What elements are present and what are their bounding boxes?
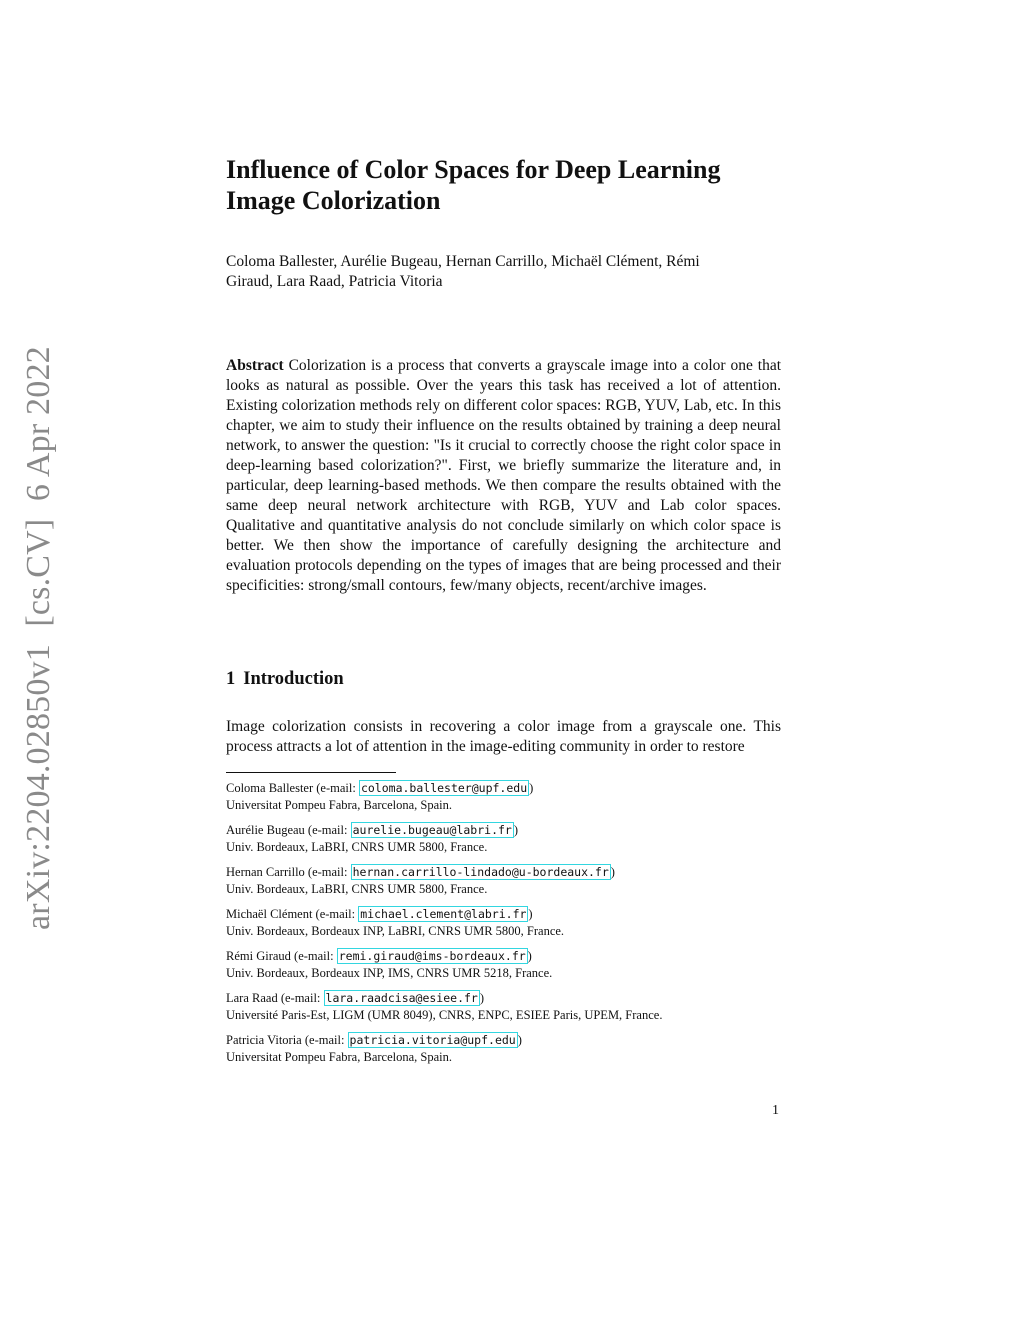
footnote-author-7 (226, 1032, 786, 1065)
footnote-author-2 (226, 822, 786, 855)
email-link[interactable]: aurelie.bugeau@labri.fr (352, 823, 512, 837)
footnote-close-paren: ) (513, 823, 519, 837)
author-footnotes (226, 780, 786, 1074)
footnote-affiliation: Université Paris-Est, LIGM (UMR 8049), CNRS, ENPC, ESIEE Paris, UPEM, France. (226, 1007, 663, 1022)
abstract-block (226, 356, 781, 596)
footnote-author-3 (226, 864, 786, 897)
footnote-close-paren: ) (527, 949, 532, 963)
footnote-affiliation: Universitat Pompeu Fabra, Barcelona, Spain. (226, 797, 452, 812)
footnote-close-paren: ) (479, 991, 485, 1005)
paper-title (226, 154, 786, 216)
footnote-name: Lara Raad (e-mail: (226, 991, 324, 1005)
footnote-author-4 (226, 906, 786, 939)
footnote-close-paren: ) (529, 781, 534, 795)
footnote-name: Michaël Clément (e-mail: (226, 907, 359, 921)
email-link[interactable]: coloma.ballester@upf.edu (360, 781, 528, 795)
email-link[interactable]: michael.clement@labri.fr (360, 907, 527, 921)
footnote-divider (226, 772, 396, 773)
footnote-affiliation: Univ. Bordeaux, LaBRI, CNRS UMR 5800, France. (226, 839, 488, 854)
authors-line-1: Coloma Ballester, Aurélie Bugeau, Hernan Carrillo, Michaël Clément, Rémi (226, 253, 700, 270)
footnote-affiliation: Univ. Bordeaux, Bordeaux INP, IMS, CNRS UMR 5218, France. (226, 965, 553, 980)
section-title: Introduction (243, 669, 344, 689)
footnote-name: Coloma Ballester (e-mail: (226, 781, 359, 795)
email-link[interactable]: lara.raadcisa@esiee.fr (325, 991, 478, 1005)
author-list (226, 252, 786, 292)
footnote-author-5 (226, 948, 786, 981)
footnote-affiliation: Univ. Bordeaux, LaBRI, CNRS UMR 5800, France. (226, 881, 488, 896)
abstract-text: Colorization is a process that converts a grayscale image into a color one that looks as natural as possible. Over the years this task has received a lot of attention. Existing colorization methods rely on different color spaces: RGB, YUV, Lab, etc. In this chapter, we aim to study their influence on the results obtained by training a deep neural network, to answer the question: "Is it crucial to correctly choose the right color space in deep-learning based colorization?". First, we briefly summarize the literature and, in particular, deep learning-based methods. We then compare the results obtained with the same deep neural network architecture with RGB, YUV and Lab color spaces. Qualitative and quantitative analysis do not conclude similarly on which color space is better. We then show the importance of carefully designing the architecture and evaluation protocols depending on the types of images that are being processed and their specificities: strong/small contours, few/many objects, recent/archive images. (226, 357, 782, 594)
footnote-author-6 (226, 990, 786, 1023)
footnote-close-paren: ) (517, 1033, 522, 1047)
arxiv-identifier-stamp: arXiv:2204.02850v1 [cs.CV] 6 Apr 2022 (20, 346, 57, 930)
section-heading-introduction (226, 667, 781, 691)
title-line-1: Influence of Color Spaces for Deep Learning (226, 155, 721, 184)
email-link[interactable]: hernan.carrillo-lindado@u-bordeaux.fr (352, 865, 609, 879)
introduction-paragraph: Image colorization consists in recovering a color image from a grayscale one. This process attracts a lot of attention in the image-editing community in order to restore (226, 718, 781, 755)
page-number: 1 (772, 1103, 779, 1118)
footnote-author-1 (226, 780, 786, 813)
email-link[interactable]: remi.giraud@ims-bordeaux.fr (338, 949, 526, 963)
footnote-close-paren: ) (610, 865, 615, 879)
footnote-name: Hernan Carrillo (e-mail: (226, 865, 351, 879)
footnote-name: Rémi Giraud (e-mail: (226, 949, 337, 963)
footnote-name: Patricia Vitoria (e-mail: (226, 1033, 348, 1047)
abstract-label: Abstract (226, 357, 284, 374)
authors-line-2: Giraud, Lara Raad, Patricia Vitoria (226, 273, 443, 290)
footnote-name: Aurélie Bugeau (e-mail: (226, 823, 351, 837)
footnote-affiliation: Univ. Bordeaux, Bordeaux INP, LaBRI, CNRS UMR 5800, France. (226, 923, 565, 938)
section-number: 1 (226, 669, 236, 689)
footnote-affiliation: Universitat Pompeu Fabra, Barcelona, Spain. (226, 1049, 452, 1064)
title-line-2: Image Colorization (226, 186, 441, 215)
footnote-close-paren: ) (528, 907, 533, 921)
email-link[interactable]: patricia.vitoria@upf.edu (349, 1033, 516, 1047)
